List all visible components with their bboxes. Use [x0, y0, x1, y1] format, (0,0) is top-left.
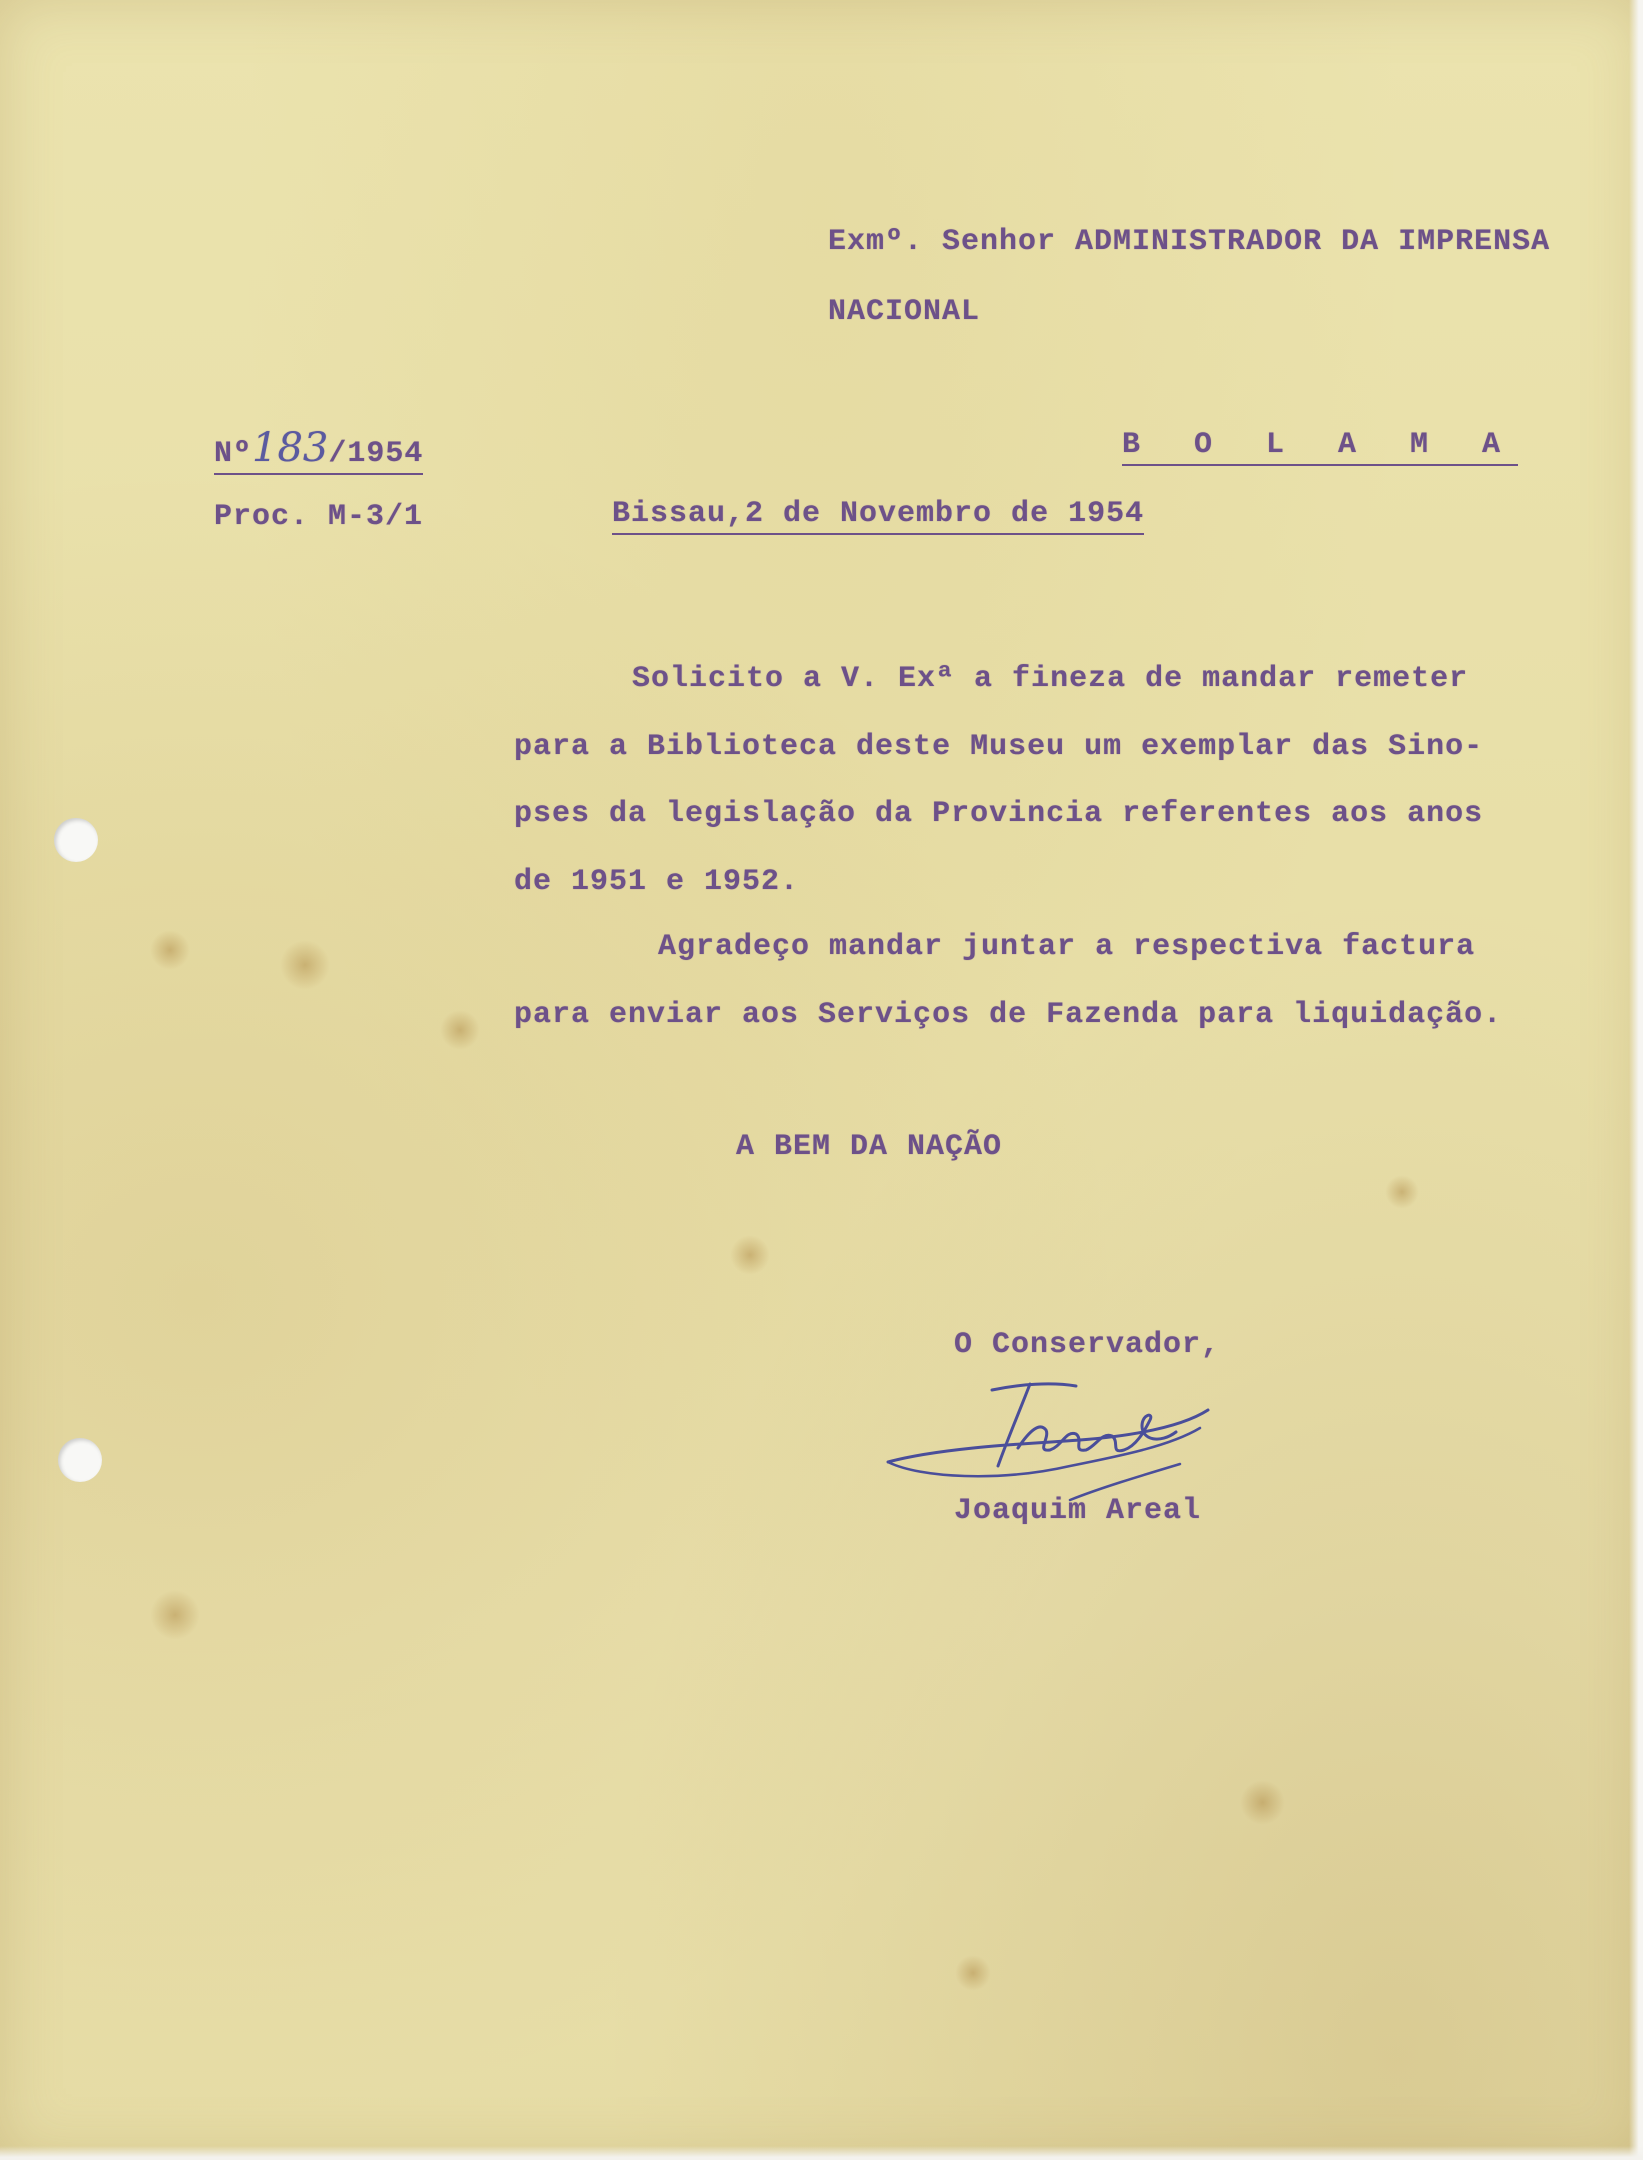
addressee-line-2: NACIONAL [828, 295, 981, 329]
paper-stain [1240, 1780, 1285, 1825]
body-paragraph-2-line-2: para enviar aos Serviços de Fazenda para liquidação. [514, 998, 1503, 1032]
paper-stain [1385, 1175, 1419, 1209]
addressee-city: B O L A M A [1122, 428, 1518, 466]
reference-prefix: Nº [214, 437, 253, 471]
paper-stain [440, 1010, 480, 1050]
paper-right-edge [1629, 0, 1643, 2160]
body-paragraph-1-line-1: Solicito a V. Exª a fineza de mandar remeter [632, 662, 1469, 696]
body-paragraph-1-line-2: para a Biblioteca deste Museu um exemplar das Sino- [514, 730, 1484, 764]
closing-formula: A BEM DA NAÇÃO [736, 1130, 1003, 1164]
reference-number-underline [214, 425, 424, 475]
paper-stain [150, 1590, 200, 1640]
reference-number [214, 425, 423, 471]
handwritten-signature [880, 1370, 1220, 1510]
punch-hole-lower [58, 1438, 102, 1482]
paper-stain [280, 940, 330, 990]
body-paragraph-1-line-4: de 1951 e 1952. [514, 865, 800, 899]
paper-stain [955, 1955, 991, 1991]
signatory-name: Joaquim Areal [954, 1494, 1202, 1528]
punch-hole-upper [54, 818, 98, 862]
body-paragraph-1-line-3: pses da legislação da Provincia referentes aos anos [514, 797, 1484, 831]
reference-year: /1954 [328, 437, 424, 471]
dateline: Bissau,2 de Novembro de 1954 [612, 497, 1144, 535]
body-paragraph-2-line-1: Agradeço mandar juntar a respectiva factura [658, 930, 1476, 964]
handwritten-reference-number: 183 [252, 425, 329, 471]
paper-stain [150, 930, 190, 970]
process-reference: Proc. M-3/1 [214, 500, 424, 534]
signatory-title: O Conservador, [954, 1328, 1221, 1362]
paper-stain [730, 1235, 770, 1275]
addressee-line-1: Exmº. Senhor ADMINISTRADOR DA IMPRENSA [828, 225, 1551, 259]
paper-bottom-edge [0, 2146, 1643, 2160]
